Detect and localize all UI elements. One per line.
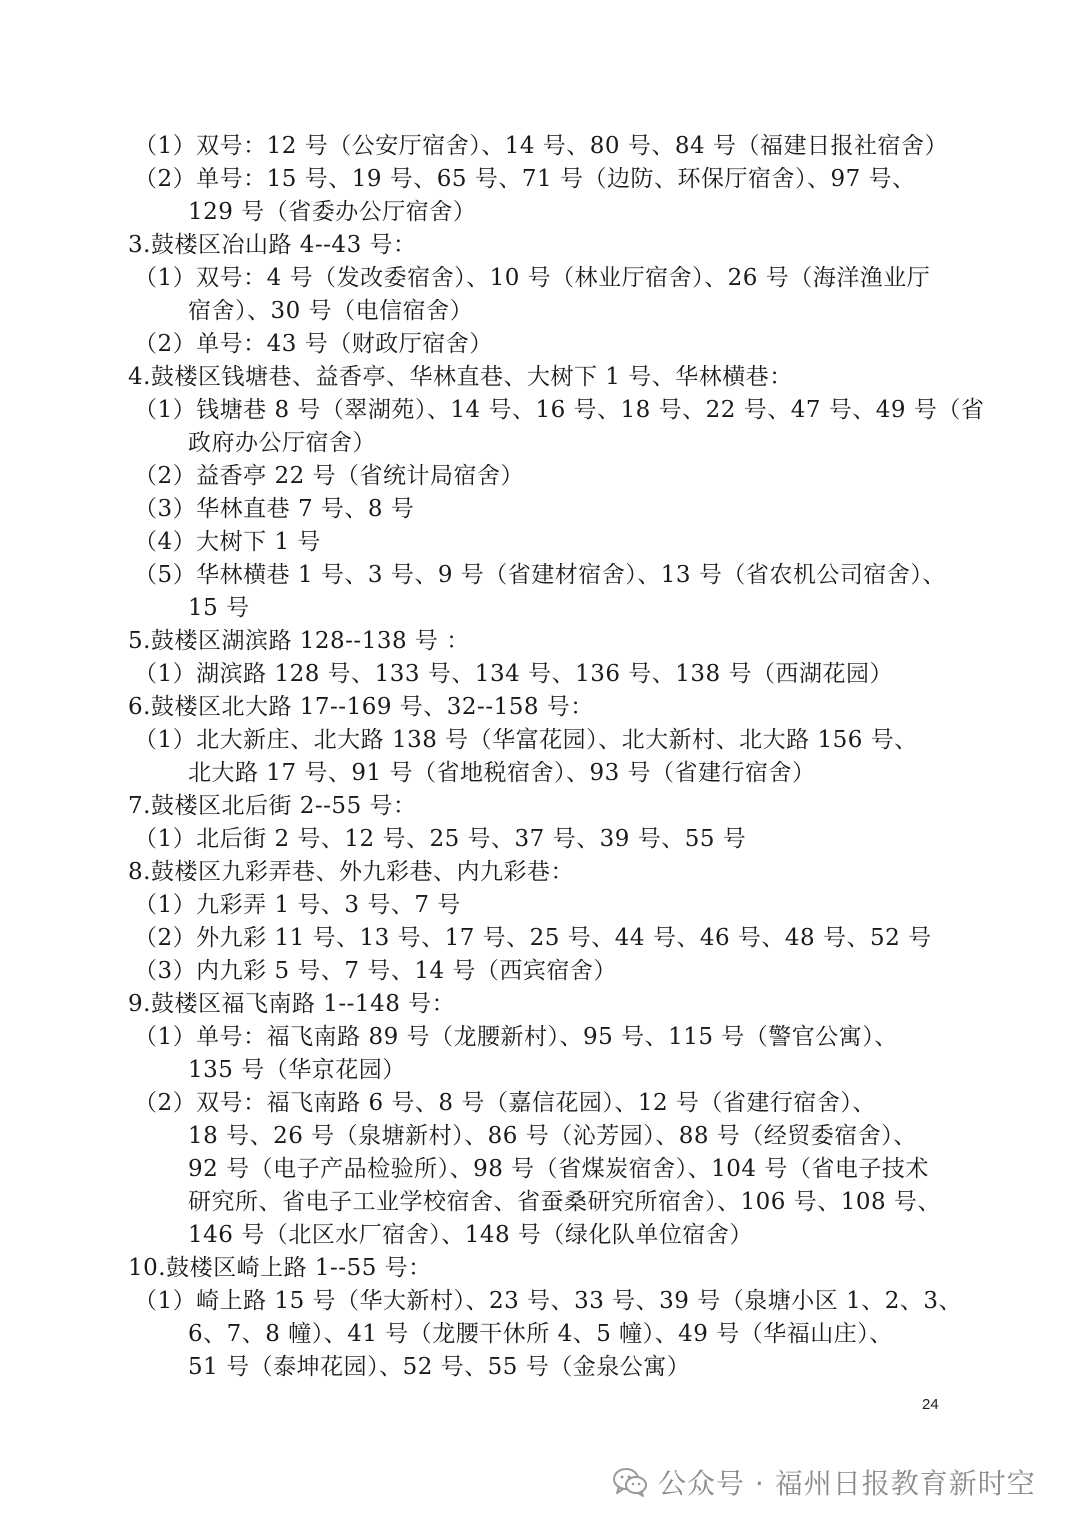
text-line: 6、7、8 幢）、41 号（龙腰干休所 4、5 幢）、49 号（华福山庄）、: [188, 1321, 893, 1347]
text-line: （1）钱塘巷 8 号（翠湖苑）、14 号、16 号、18 号、22 号、47 号、49 号（省: [134, 397, 985, 423]
text-line: （2）双号：福飞南路 6 号、8 号（嘉信花园）、12 号（省建行宿舍）、: [134, 1090, 876, 1116]
text-line: （1）九彩弄 1 号、3 号、7 号: [134, 892, 461, 918]
text-line: 15 号: [188, 595, 250, 621]
text-line: 51 号（泰坤花园）、52 号、55 号（金泉公寓）: [188, 1354, 691, 1380]
text-line: 6.鼓楼区北大路 17--169 号、32--158 号：: [128, 694, 594, 720]
text-line: （1）北后街 2 号、12 号、25 号、37 号、39 号、55 号: [134, 826, 747, 852]
text-line: （2）益香亭 22 号（省统计局宿舍）: [134, 463, 525, 489]
text-line: 129 号（省委办公厅宿舍）: [188, 199, 477, 225]
text-line: （2）外九彩 11 号、13 号、17 号、25 号、44 号、46 号、48 号、52 号: [134, 925, 932, 951]
text-line: （2）单号：43 号（财政厅宿舍）: [134, 331, 493, 357]
text-line: 宿舍）、30 号（电信宿舍）: [188, 298, 474, 324]
text-line: （3）内九彩 5 号、7 号、14 号（西宾宿舍）: [134, 958, 617, 984]
text-line: （2）单号：15 号、19 号、65 号、71 号（边防、环保厅宿舍）、97 号、: [134, 166, 916, 192]
text-line: （1）单号：福飞南路 89 号（龙腰新村）、95 号、115 号（警官公寓）、: [134, 1024, 898, 1050]
watermark: [612, 1462, 1036, 1502]
text-line: （1）双号：4 号（发改委宿舍）、10 号（林业厅宿舍）、26 号（海洋渔业厅: [134, 265, 931, 291]
text-line: （1）双号：12 号（公安厅宿舍）、14 号、80 号、84 号（福建日报社宿舍）: [134, 133, 948, 159]
text-line: （1）北大新庄、北大路 138 号（华富花园）、北大新村、北大路 156 号、: [134, 727, 918, 753]
text-line: 8.鼓楼区九彩弄巷、外九彩巷、内九彩巷：: [128, 859, 574, 885]
page-number: 24: [922, 1396, 939, 1413]
text-line: 10.鼓楼区崎上路 1--55 号：: [128, 1255, 432, 1281]
text-line: 135 号（华京花园）: [188, 1057, 406, 1083]
text-line: 研究所、省电子工业学校宿舍、省蚕桑研究所宿舍）、106 号、108 号、: [188, 1189, 941, 1215]
text-line: （3）华林直巷 7 号、8 号: [134, 496, 415, 522]
text-line: 4.鼓楼区钱塘巷、益香亭、华林直巷、大树下 1 号、华林横巷：: [128, 364, 793, 390]
text-line: 92 号（电子产品检验所）、98 号（省煤炭宿舍）、104 号（省电子技术: [188, 1156, 929, 1182]
text-line: 9.鼓楼区福飞南路 1--148 号：: [128, 991, 456, 1017]
text-line: 北大路 17 号、91 号（省地税宿舍）、93 号（省建行宿舍）: [188, 760, 816, 786]
text-line: （5）华林横巷 1 号、3 号、9 号（省建材宿舍）、13 号（省农机公司宿舍）、: [134, 562, 946, 588]
text-line: 3.鼓楼区冶山路 4--43 号：: [128, 232, 417, 258]
text-line: （1）湖滨路 128 号、133 号、134 号、136 号、138 号（西湖花园）: [134, 661, 893, 687]
text-line: 7.鼓楼区北后街 2--55 号：: [128, 793, 417, 819]
text-line: 18 号、26 号（泉塘新村）、86 号（沁芳园）、88 号（经贸委宿舍）、: [188, 1123, 917, 1149]
text-line: （1）崎上路 15 号（华大新村）、23 号、33 号、39 号（泉塘小区 1、2、3、: [134, 1288, 962, 1314]
text-line: 5.鼓楼区湖滨路 128--138 号 ：: [128, 628, 470, 654]
text-line: 146 号（北区水厂宿舍）、148 号（绿化队单位宿舍）: [188, 1222, 753, 1248]
text-line: 政府办公厅宿舍）: [188, 430, 376, 456]
text-line: （4）大树下 1 号: [134, 529, 321, 555]
wechat-icon: [612, 1466, 648, 1498]
document-body: [0, 130, 1080, 1384]
watermark-text: 公众号 · 福州日报教育新时空: [658, 1467, 1036, 1500]
